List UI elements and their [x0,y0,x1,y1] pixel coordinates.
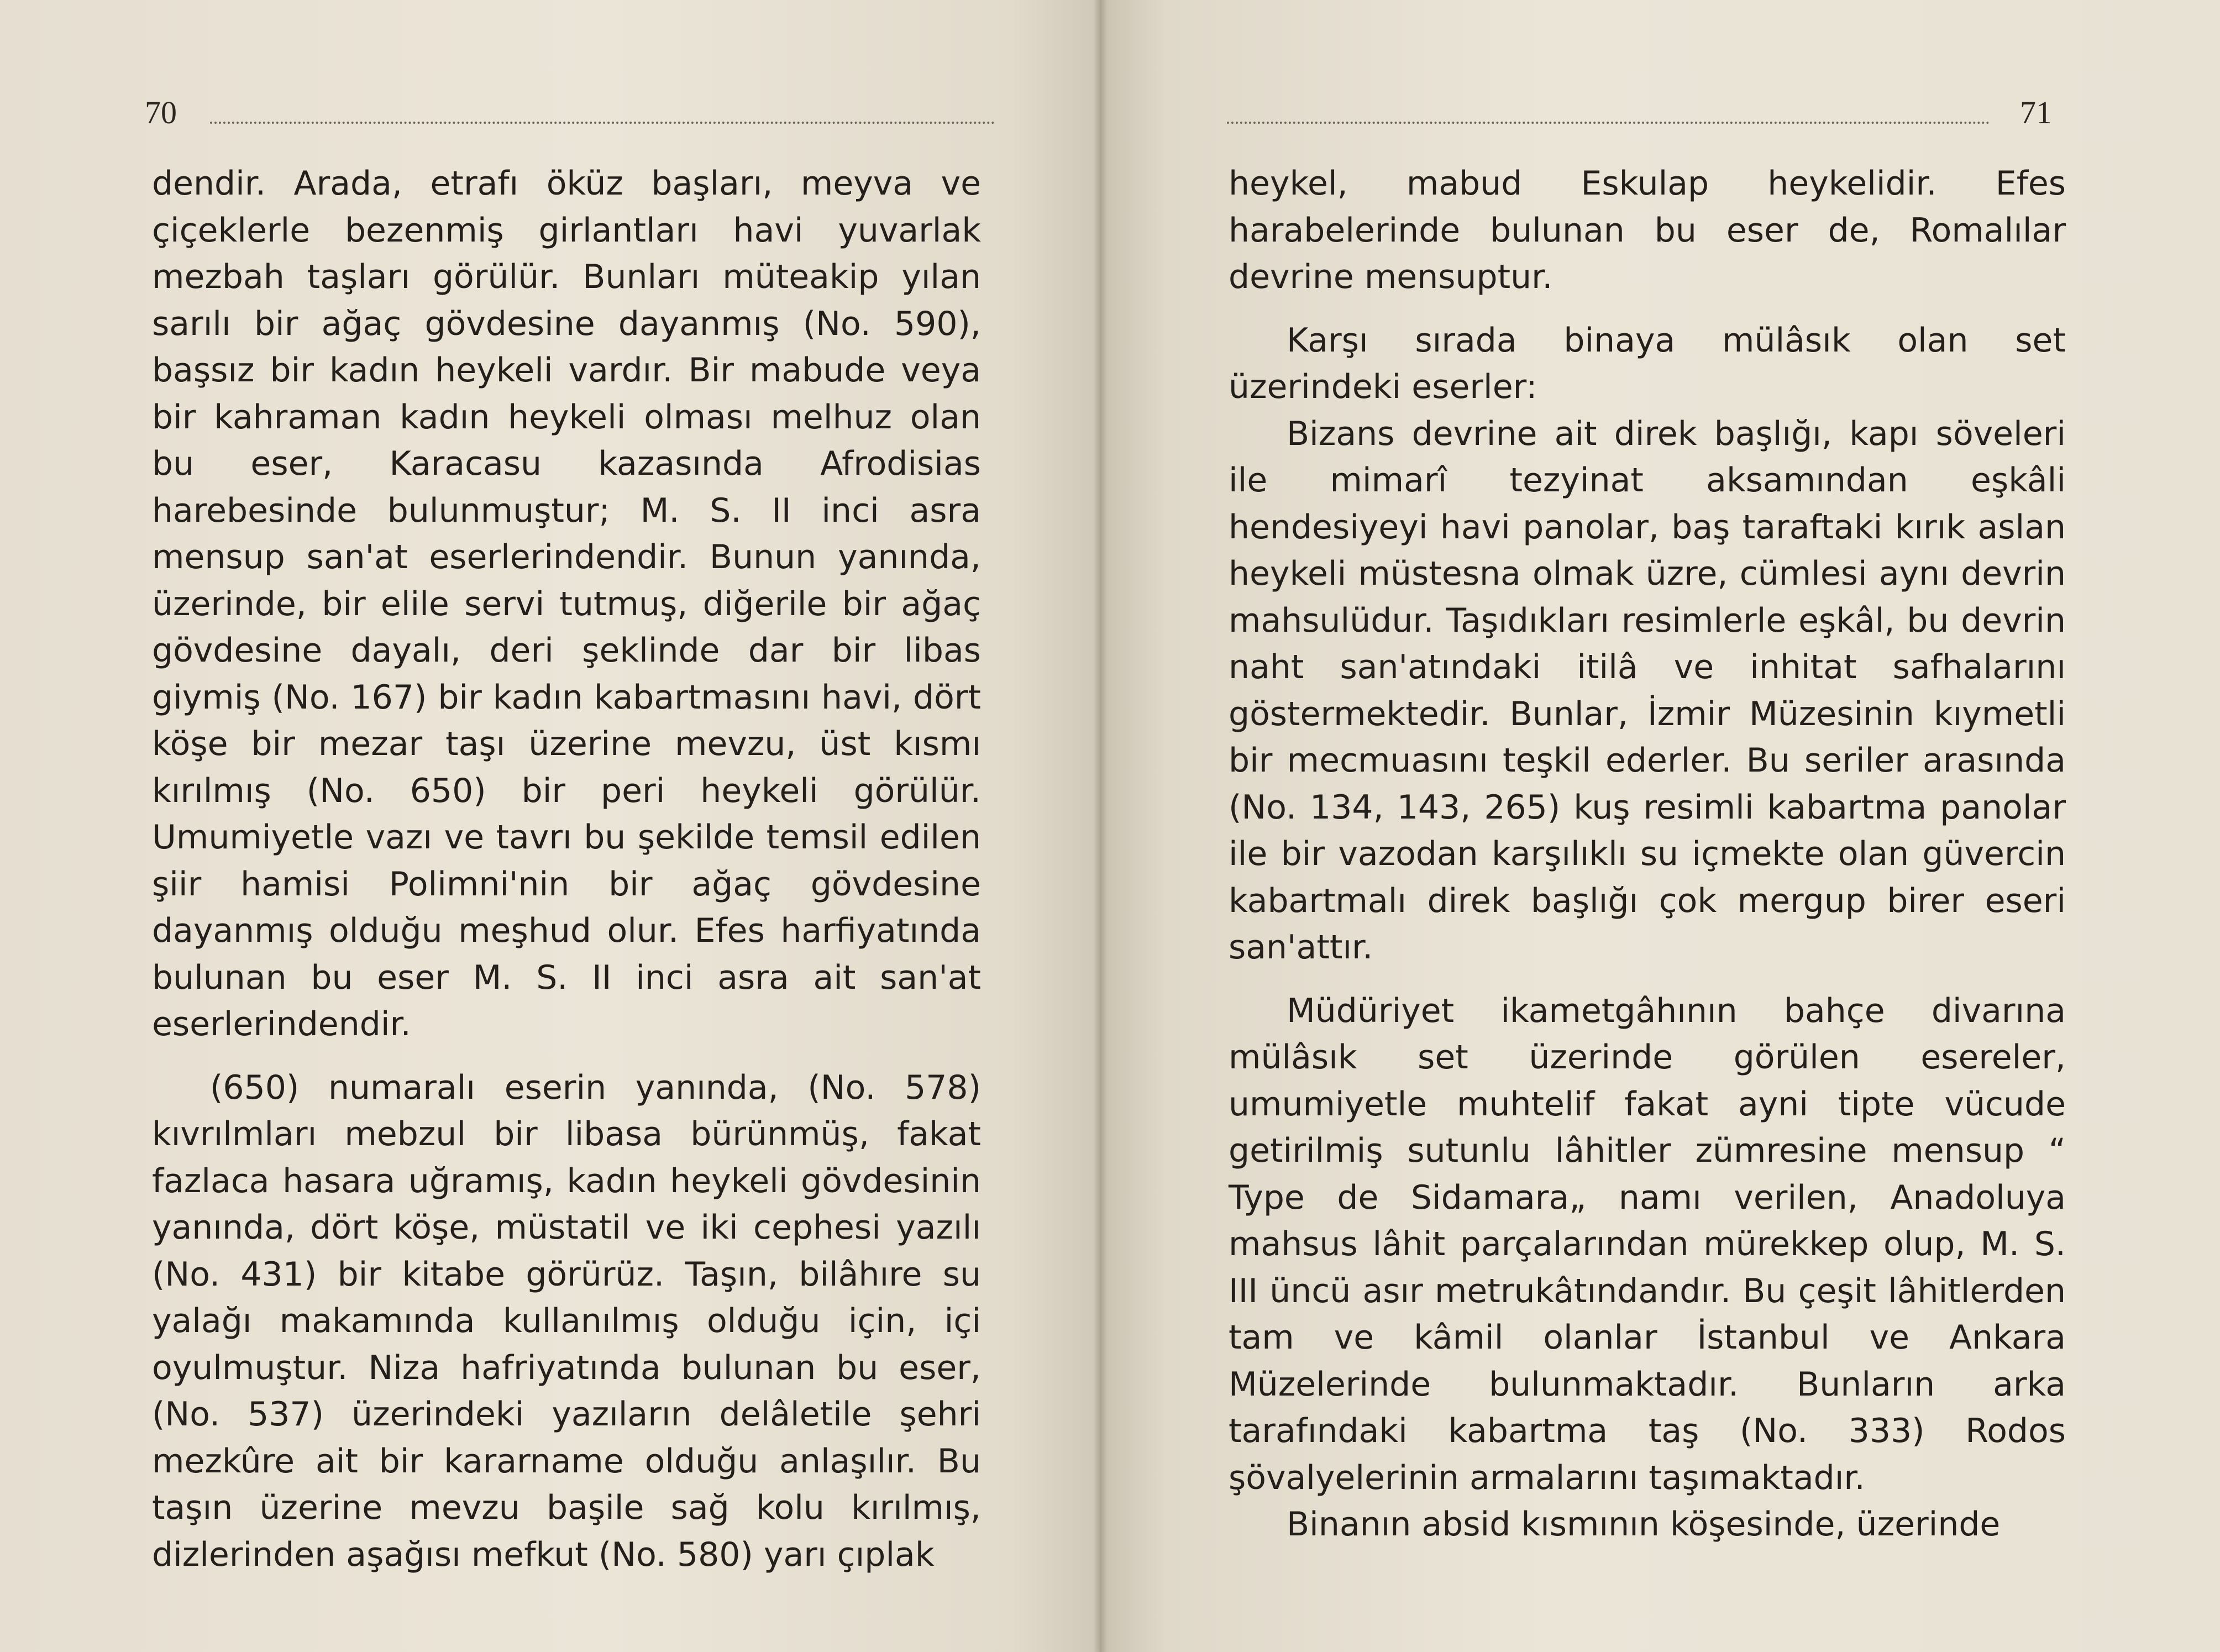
right-page-body [1229,160,2066,1548]
left-page-header [0,94,1100,144]
paragraph: Binanın absid kısmının köşesinde, üzerinde [1287,1505,2001,1544]
left-page-body [152,160,981,1578]
paragraph: Bizans devrine ait direk başlığı, kapı söveleri ile mimarî tezyinat aksamından eşkâli hendesiyeyi havi panolar, baş taraftaki kırık aslan heykeli müstesna olmak üzre, cümlesi aynı devrin mahsulüdur. Taşıdıkları resimlerle eşkâl, bu devrin naht san'atındaki itilâ ve inhitat safhalarını göstermektedir. Bunlar, İzmir Müzesinin kıymetli bir mecmuasını teşkil ederler. Bu seriler arasında (No. 134, 143, 265) kuş resimli kabartma panolar ile bir vazodan karşılıklı su içmekte olan güvercin kabartmalı direk başlığı çok mergup birer eseri san'attır. [1229,414,2066,967]
left-page [0,0,1100,1652]
paragraph: Karşı sırada binaya mülâsık olan set üzerindeki eserler: [1229,321,2066,406]
header-dotted-rule [1227,122,1990,124]
right-page-header [1100,94,2220,144]
paragraph: (650) numaralı eserin yanında, (No. 578) kıvrılmları mebzul bir libasa bürünmüş, fakat fazlaca hasara uğramış, kadın heykeli gövdesinin yanında, dört köşe, müstatil ve iki cephesi yazılı (No. 431) bir kitabe görürüz. Taşın, bilâhıre su yalağı makamında kullanılmış olduğu için, içi oyulmuştur. Niza hafriyatında bulunan bu eser, (No. 537) üzerindeki yazıların delâletile şehri mezkûre ait bir kararname olduğu anlaşılır. Bu taşın üzerine mevzu başile sağ kolu kırılmış, dizlerinden aşağısı mefkut (No. 580) yarı çıplak [152,1068,981,1574]
header-dotted-rule [210,122,995,124]
paragraph: heykel, mabud Eskulap heykelidir. Efes harabelerinde bulunan bu eser de, Romalılar devrine mensuptur. [1229,164,2066,296]
page-number: 71 [2020,95,2052,130]
book-gutter [1093,0,1108,1652]
page-number: 70 [145,95,177,130]
paragraph: dendir. Arada, etrafı öküz başları, meyva ve çiçeklerle bezenmiş girlantları havi yuvarlak mezbah taşları görülür. Bunları müteakip yılan sarılı bir ağaç gövdesine dayanmış (No. 590), başsız bir kadın heykeli vardır. Bir mabude veya bir kahraman kadın heykeli olması melhuz olan bu eser, Karacasu kazasında Afrodisias harebesinde bulunmuştur; M. S. II inci asra mensup san'at eserlerindendir. Bunun yanında, üzerinde, bir elile servi tutmuş, diğerile bir ağaç gövdesine dayalı, deri şeklinde dar bir libas giymiş (No. 167) bir kadın kabartmasını havi, dört köşe bir mezar taşı üzerine mevzu, üst kısmı kırılmış (No. 650) bir peri heykeli görülür. Umumiyetle vazı ve tavrı bu şekilde temsil edilen şiir hamisi Polimni'nin bir ağaç gövdesine dayanmış olduğu meşhud olur. Efes harfiyatında bulunan bu eser M. S. II inci asra ait san'at eserlerindendir. [152,164,981,1043]
right-page [1100,0,2220,1652]
paragraph: Müdüriyet ikametgâhının bahçe divarına mülâsık set üzerinde görülen esereler, umumiyetle muhtelif fakat ayni tipte vücude getirilmiş sutunlu lâhitler zümresine mensup “ Type de Sidamara„ namı verilen, Anadoluya mahsus lâhit parçalarından mürekkep olup, M. S. III üncü asır metrukâtındandır. Bu çeşit lâhitlerden tam ve kâmil olanlar İstanbul ve Ankara Müzelerinde bulunmaktadır. Bunların arka tarafındaki kabartma taş (No. 333) Rodos şövalyelerinin armalarını taşımaktadır. [1229,991,2066,1497]
